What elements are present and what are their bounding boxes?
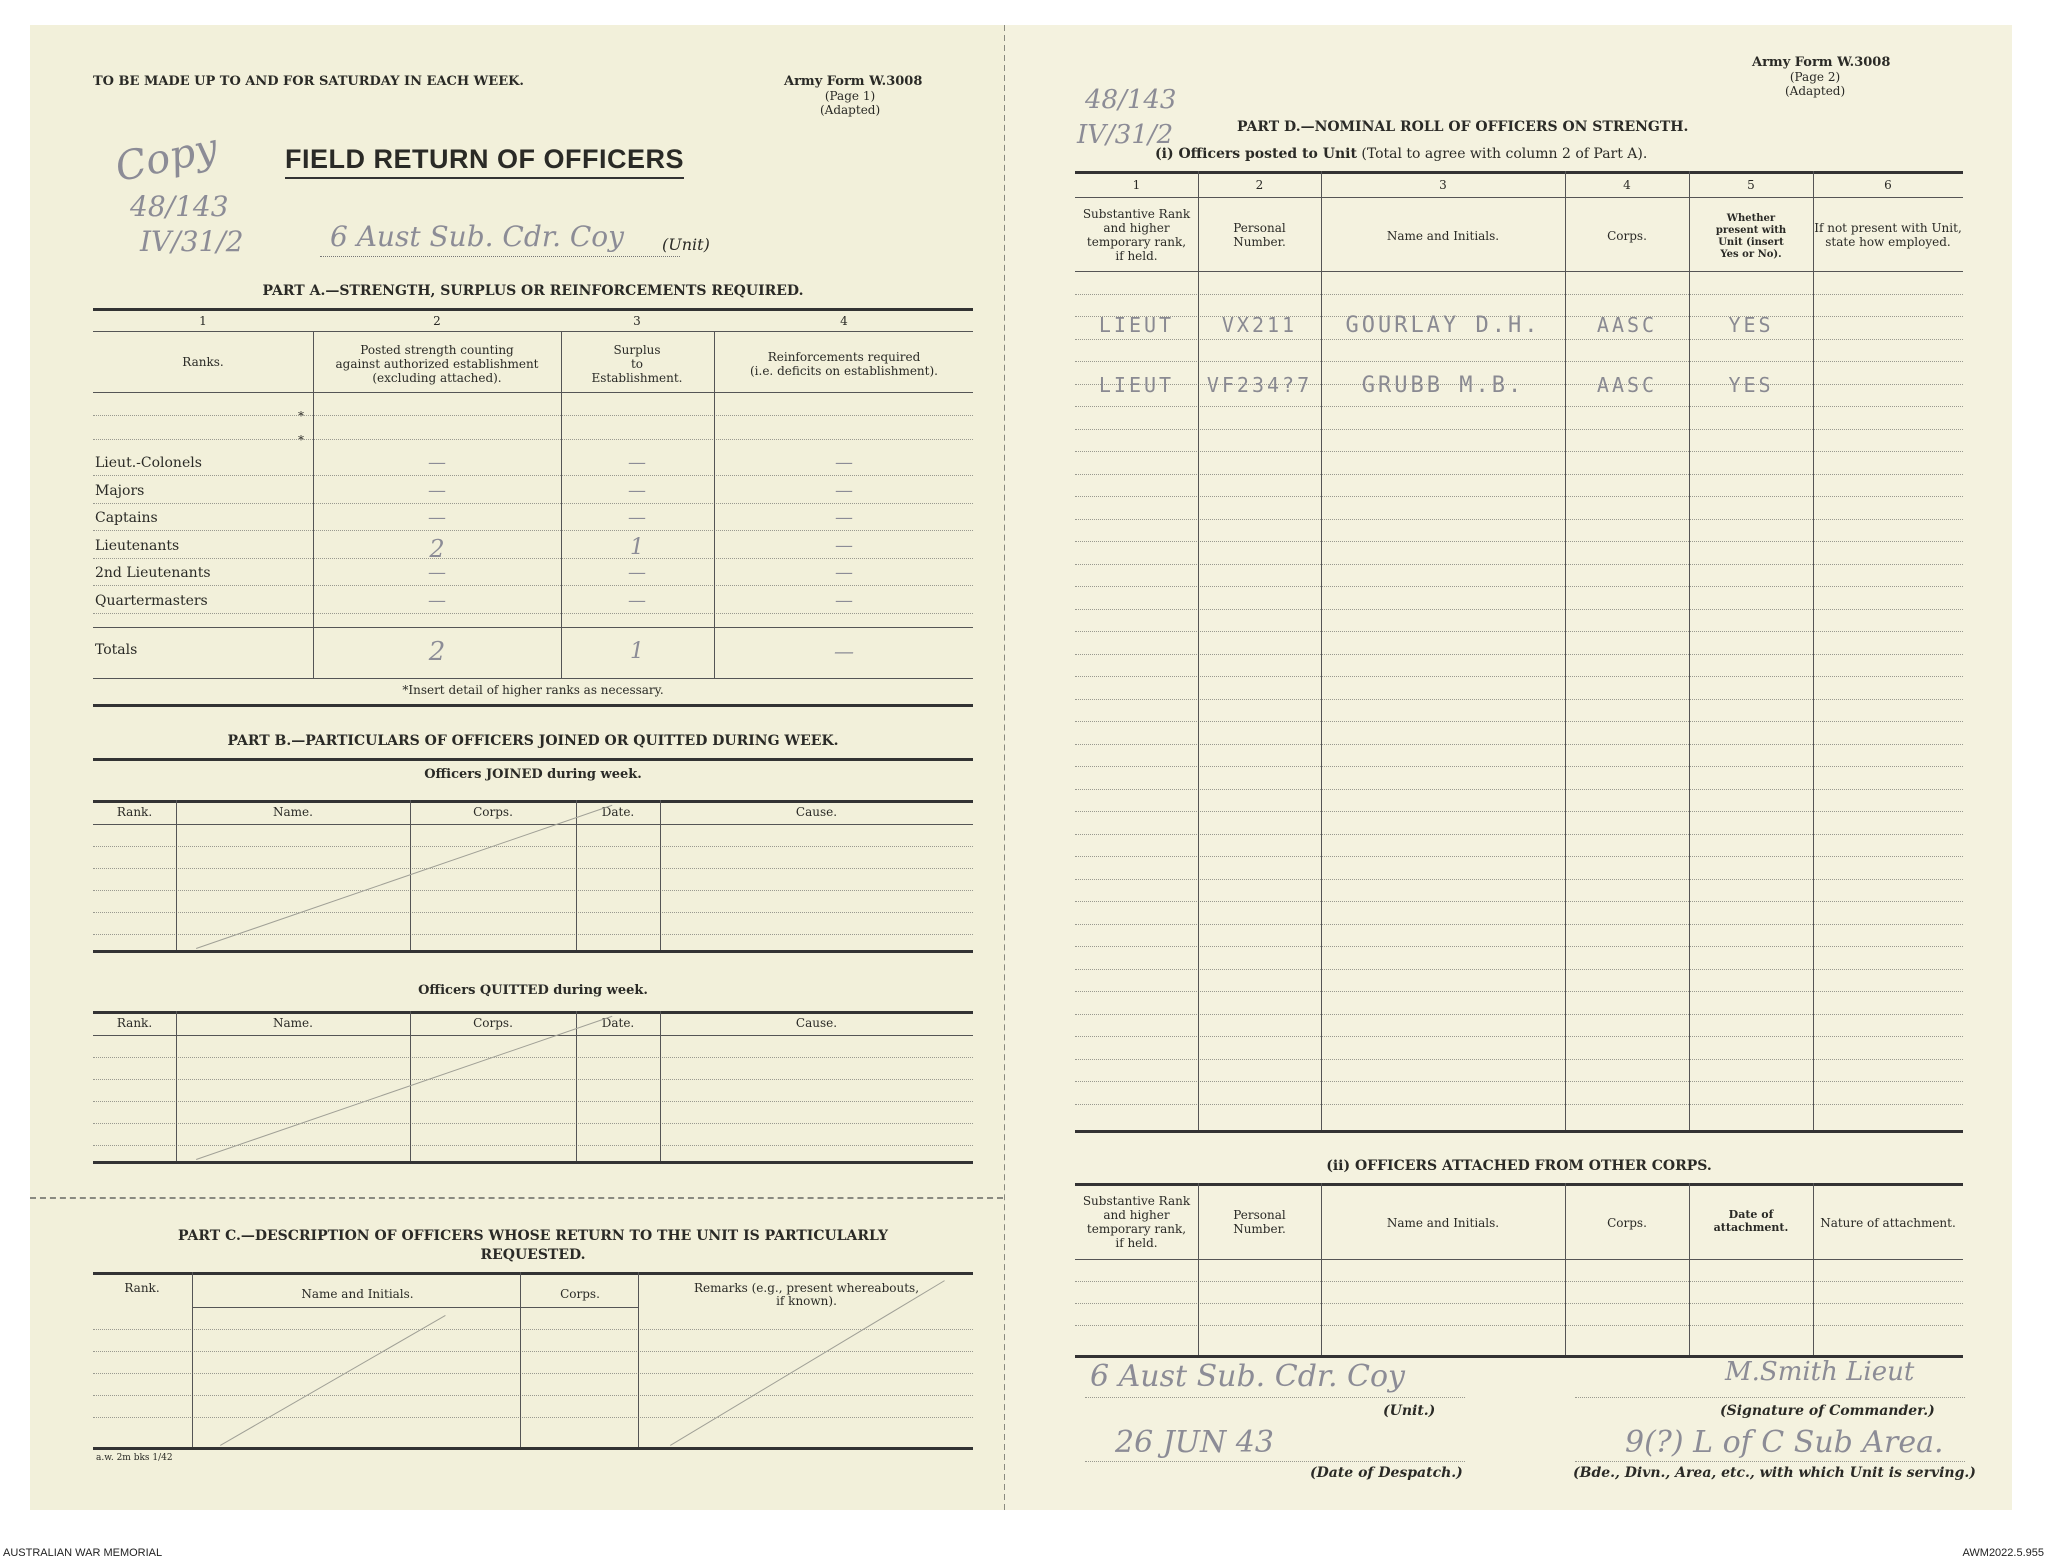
row-line: [1075, 1281, 1963, 1282]
row-line: [1075, 811, 1963, 812]
quitted-title: Officers QUITTED during week.: [418, 983, 648, 998]
row-line: [93, 613, 973, 614]
part-a-vline-1: [313, 331, 314, 678]
totals-bottom: [93, 678, 973, 679]
footer-left: AUSTRALIAN WAR MEMORIAL: [3, 1547, 163, 1559]
sig-commander-label: (Signature of Commander.): [1720, 1403, 1935, 1419]
col-header-cause: Cause.: [795, 805, 838, 819]
row-line: [1075, 1014, 1963, 1015]
row-line: [93, 558, 973, 559]
part-c-col-name: Name and Initials.: [301, 1287, 414, 1301]
col-divider: [1813, 171, 1814, 1130]
entry-present: YES: [1728, 373, 1774, 397]
entry-number: VF234?7: [1206, 373, 1313, 397]
attached-rule: [1075, 1183, 1963, 1186]
row-line: [1075, 1081, 1963, 1082]
entry-corps: AASC: [1596, 313, 1658, 337]
part-a-col-surplus-2: to: [630, 357, 644, 371]
print-code: a.w. 2m bks 1/42: [96, 1453, 173, 1463]
part-a-col-reinf-1: Reinforcements required: [767, 350, 921, 364]
col-personal-header: Personal: [1233, 221, 1286, 235]
att-col-rank-header: and higher: [1103, 1208, 1170, 1222]
row-line: [93, 890, 973, 891]
att-col-rank-header: temporary rank,: [1086, 1222, 1187, 1236]
part-c-title-1: PART C.—DESCRIPTION OF OFFICERS WHOSE RETURN TO THE UNIT IS PARTICULARLY: [178, 1228, 888, 1244]
reinf-value: —: [835, 452, 853, 473]
footer-right: AWM2022.5.955: [1962, 1547, 2044, 1559]
row-line: [1075, 339, 1963, 340]
row-line: [1075, 429, 1963, 430]
att-col-rank-header: if held.: [1115, 1236, 1158, 1250]
rank-label: Quartermasters: [95, 592, 208, 609]
row-line: [1075, 879, 1963, 880]
row-line: [1075, 474, 1963, 475]
row-line: [93, 530, 973, 531]
sig-unit-label: (Unit.): [1383, 1403, 1436, 1419]
totals-posted: 2: [428, 637, 446, 667]
posted-value: —: [428, 479, 446, 501]
att-col-nature-header: Nature of attachment.: [1820, 1216, 1956, 1230]
col-divider: [1689, 1183, 1690, 1355]
posted-value: —: [428, 452, 446, 473]
row-line: [1075, 1104, 1963, 1105]
sig-area-line: [1575, 1461, 1965, 1462]
part-c-title-2: REQUESTED.: [480, 1247, 586, 1263]
part-a-col-posted-1: Posted strength counting: [360, 343, 514, 357]
row-line: [93, 585, 973, 586]
part-a-col-4-num: 4: [840, 314, 848, 328]
row-line: [1075, 676, 1963, 677]
col-divider: [520, 1272, 521, 1447]
unit-handwritten: 6 Aust Sub. Cdr. Coy: [330, 220, 624, 253]
posted-value: —: [428, 589, 446, 611]
entry-rank: LIEUT: [1098, 373, 1175, 397]
part-a-col-posted-2: against authorized establishment: [335, 357, 539, 371]
entry-corps: AASC: [1596, 373, 1658, 397]
star-row-line: [93, 415, 973, 416]
sig-area-label: (Bde., Divn., Area, etc., with which Unit is serving.): [1573, 1465, 1976, 1481]
joined-title: Officers JOINED during week.: [424, 767, 642, 782]
row-line: [93, 1395, 973, 1396]
part-c-rule: [93, 1272, 973, 1275]
col-header-rank: Rank.: [116, 1016, 153, 1030]
att-col-personal-header: Personal: [1233, 1208, 1286, 1222]
header-bottom-rule: [1075, 271, 1963, 272]
att-col-personal-header: Number.: [1233, 1222, 1286, 1236]
att-col-name-header: Name and Initials.: [1386, 1216, 1500, 1230]
part-d-subtitle-bold: (i) Officers posted to Unit: [1155, 146, 1357, 162]
reinf-value: —: [835, 562, 853, 583]
col-present-header: Yes or No).: [1720, 249, 1782, 260]
ref-handwritten-2: IV/31/2: [140, 225, 244, 258]
col-divider: [1565, 1183, 1566, 1355]
row-line: [93, 1145, 973, 1146]
entry-name: GRUBB M.B.: [1361, 373, 1525, 398]
row-line: [1075, 1059, 1963, 1060]
horizontal-fold: [30, 1197, 1003, 1199]
col-number: 2: [1255, 178, 1264, 192]
col-notpresent-header: If not present with Unit,: [1814, 221, 1962, 235]
row-line: [1075, 406, 1963, 407]
row-line: [1075, 721, 1963, 722]
row-line: [93, 475, 973, 476]
header-rule: [93, 1035, 973, 1036]
row-line: [1075, 519, 1963, 520]
entry-rank: LIEUT: [1098, 313, 1175, 337]
col-header-name: Name.: [273, 1016, 313, 1030]
col-header-corps: Corps.: [473, 805, 513, 819]
col-header-cause: Cause.: [795, 1016, 838, 1030]
page-number-left: (Page 1): [824, 89, 876, 103]
totals-rule: [93, 627, 973, 628]
col-rank-header: temporary rank,: [1086, 235, 1187, 249]
totals-reinf: —: [834, 639, 854, 663]
col-divider: [192, 1272, 193, 1447]
col-rank-header: and higher: [1103, 221, 1170, 235]
form-number-right: Army Form W.3008: [1752, 55, 1891, 70]
page-title: FIELD RETURN OF OFFICERS: [285, 144, 684, 179]
col-number: 4: [1623, 178, 1631, 192]
col-rank-header: Substantive Rank: [1082, 207, 1191, 221]
surplus-value: —: [628, 562, 646, 583]
col-header-rank: Rank.: [116, 805, 153, 819]
posted-value: 2: [429, 534, 445, 563]
cancel-stroke: [196, 1016, 612, 1160]
part-d-rule: [1075, 171, 1963, 174]
row-line: [93, 1123, 973, 1124]
col-present-header: Whether: [1726, 213, 1776, 224]
row-line: [1075, 654, 1963, 655]
surplus-value: —: [628, 507, 646, 528]
row-line: [1075, 496, 1963, 497]
col-number: 5: [1747, 178, 1755, 192]
row-line: [93, 1417, 973, 1418]
att-col-date-header: attachment.: [1713, 1221, 1789, 1234]
ref-right-2: IV/31/2: [1077, 120, 1174, 150]
table-top-rule: [93, 1011, 973, 1014]
star-1: *: [298, 409, 304, 423]
unit-dotline: [320, 256, 680, 257]
rank-label: 2nd Lieutenants: [95, 565, 211, 581]
part-a-col-1-num: 1: [199, 314, 207, 328]
sig-commander-hand: M.Smith Lieut: [1725, 1357, 1915, 1387]
sig-date-label: (Date of Despatch.): [1310, 1465, 1463, 1481]
row-line: [1075, 564, 1963, 565]
col-present-header: Unit (insert: [1718, 237, 1784, 248]
row-line: [1075, 991, 1963, 992]
posted-value: —: [428, 507, 446, 528]
part-a-rule: [93, 308, 973, 311]
row-line: [93, 1057, 973, 1058]
part-a-title: PART A.—STRENGTH, SURPLUS OR REINFORCEMENTS REQUIRED.: [262, 283, 804, 299]
sig-area-hand: 9(?) L of C Sub Area.: [1625, 1425, 1944, 1460]
part-d-subtitle-rest: (Total to agree with column 2 of Part A).: [1361, 146, 1648, 162]
row-line: [93, 1373, 973, 1374]
row-line: [1075, 969, 1963, 970]
row-line: [1075, 901, 1963, 902]
adapted-right: (Adapted): [1785, 84, 1846, 98]
surplus-value: —: [628, 452, 646, 473]
header-rule: [93, 824, 973, 825]
part-a-footnote: *Insert detail of higher ranks as necessary.: [402, 683, 664, 697]
sig-unit-line: [1085, 1397, 1465, 1398]
part-a-col-2-num: 2: [433, 314, 441, 328]
part-b-title: PART B.—PARTICULARS OF OFFICERS JOINED OR QUITTED DURING WEEK.: [227, 733, 839, 749]
col-rank-header: if held.: [1115, 249, 1158, 263]
col-personal-header: Number.: [1233, 235, 1286, 249]
part-b-rule: [93, 758, 973, 761]
part-a-col-ranks: Ranks.: [182, 355, 224, 369]
rank-label: Lieut.-Colonels: [95, 455, 202, 471]
col-number: 6: [1884, 178, 1892, 192]
page-1: [30, 25, 1003, 1510]
number-rule: [1075, 197, 1963, 198]
ref-right-1: 48/143: [1085, 85, 1177, 115]
row-line: [93, 846, 973, 847]
star-2: *: [298, 433, 304, 447]
col-divider: [638, 1272, 639, 1447]
row-line: [1075, 1036, 1963, 1037]
part-c-col-remarks-2: if known).: [776, 1294, 837, 1308]
col-header-name: Name.: [273, 805, 313, 819]
totals-surplus: 1: [630, 639, 644, 664]
col-header-date: Date.: [601, 1016, 635, 1030]
part-a-col-reinf-2: (i.e. deficits on establishment).: [750, 364, 938, 378]
row-line: [93, 1079, 973, 1080]
sig-unit-hand: 6 Aust Sub. Cdr. Coy: [1090, 1359, 1405, 1394]
ref-handwritten-1: 48/143: [130, 190, 229, 223]
totals-label: Totals: [95, 642, 138, 658]
part-a-vline-2: [561, 331, 562, 678]
part-a-col-posted-3: (excluding attached).: [372, 371, 502, 385]
row-line: [1075, 924, 1963, 925]
table-bottom-rule: [93, 950, 973, 953]
reinf-value: —: [835, 479, 853, 501]
entry-name: GOURLAY D.H.: [1345, 313, 1541, 338]
col-header-corps: Corps.: [473, 1016, 513, 1030]
col-divider: [1198, 1183, 1199, 1355]
att-col-date-header: Date of: [1728, 1208, 1774, 1221]
row-line: [1075, 541, 1963, 542]
part-c-col-rank: Rank.: [124, 1281, 160, 1295]
part-c-header-rule: [193, 1307, 638, 1308]
row-line: [1075, 699, 1963, 700]
row-line: [1075, 744, 1963, 745]
row-line: [93, 1329, 973, 1330]
part-c-col-corps: Corps.: [560, 1287, 600, 1301]
part-a-col-3-num: 3: [633, 314, 641, 328]
col-divider: [176, 1011, 177, 1161]
col-name-header: Name and Initials.: [1386, 229, 1500, 243]
part-a-header-rule: [93, 392, 973, 393]
table-bottom-rule: [93, 1161, 973, 1164]
rank-label: Captains: [95, 510, 158, 526]
rank-label: Lieutenants: [95, 537, 180, 554]
attached-title: (ii) OFFICERS ATTACHED FROM OTHER CORPS.: [1326, 1158, 1712, 1174]
part-a-end-rule: [93, 704, 973, 707]
part-a-rule-2: [93, 331, 973, 332]
form-number-left: Army Form W.3008: [784, 74, 923, 89]
part-c-bottom-rule: [93, 1447, 973, 1450]
instruction-text: TO BE MADE UP TO AND FOR SATURDAY IN EACH WEEK.: [93, 74, 524, 89]
row-line: [1075, 856, 1963, 857]
surplus-value: —: [628, 479, 646, 501]
row-line: [1075, 609, 1963, 610]
att-header-rule: [1075, 1259, 1963, 1260]
row-line: [1075, 946, 1963, 947]
att-col-rank-header: Substantive Rank: [1082, 1194, 1191, 1208]
part-d-subtitle: [1155, 146, 1647, 162]
sig-date-hand: 26 JUN 43: [1115, 1425, 1274, 1460]
adapted-left: (Adapted): [820, 103, 881, 117]
row-line: [1075, 361, 1963, 362]
row-line: [1075, 451, 1963, 452]
row-line: [93, 1351, 973, 1352]
form-sheet: [30, 25, 2012, 1510]
row-line: [1075, 586, 1963, 587]
part-a-col-surplus-1: Surplus: [613, 343, 661, 357]
col-number: 3: [1439, 178, 1447, 192]
part-d-title: PART D.—NOMINAL ROLL OF OFFICERS ON STRENGTH.: [1237, 119, 1689, 135]
sig-commander-line: [1575, 1397, 1965, 1398]
col-divider: [176, 800, 177, 950]
row-line: [93, 934, 973, 935]
col-divider: [660, 800, 661, 950]
col-divider: [576, 800, 577, 950]
part-a-col-surplus-3: Establishment.: [591, 371, 683, 385]
posted-value: —: [428, 562, 446, 583]
reinf-value: —: [835, 507, 853, 528]
col-corps-header: Corps.: [1607, 229, 1647, 243]
row-line: [1075, 1325, 1963, 1326]
row-line: [1075, 834, 1963, 835]
reinf-value: —: [835, 589, 853, 611]
part-c-col-remarks-1: Remarks (e.g., present whereabouts,: [693, 1281, 920, 1295]
row-line: [1075, 766, 1963, 767]
row-line: [1075, 294, 1963, 295]
cancel-stroke: [196, 805, 612, 949]
row-line: [1075, 789, 1963, 790]
col-notpresent-header: state how employed.: [1825, 235, 1951, 249]
row-line: [1075, 631, 1963, 632]
entry-number: VX211: [1221, 313, 1298, 337]
col-header-date: Date.: [601, 805, 635, 819]
copy-handwritten: Copy: [111, 124, 222, 192]
surplus-value: —: [628, 589, 646, 611]
col-present-header: present with: [1715, 225, 1787, 236]
col-divider: [576, 1011, 577, 1161]
table-top-rule: [93, 800, 973, 803]
cancel-stroke: [220, 1315, 446, 1446]
sig-date-line: [1085, 1461, 1465, 1462]
col-divider: [660, 1011, 661, 1161]
reinf-value: —: [835, 534, 853, 556]
row-line: [93, 912, 973, 913]
row-line: [1075, 1303, 1963, 1304]
unit-label: (Unit): [662, 235, 710, 254]
star-row-line: [93, 439, 973, 440]
surplus-value: 1: [630, 534, 644, 560]
part-a-vline-3: [714, 331, 715, 678]
row-line: [93, 1101, 973, 1102]
col-number: 1: [1132, 178, 1141, 192]
page-2: [1005, 25, 2012, 1510]
row-line: [93, 503, 973, 504]
row-line: [93, 868, 973, 869]
entry-present: YES: [1728, 313, 1774, 337]
col-divider: [1321, 1183, 1322, 1355]
page-number-right: (Page 2): [1789, 70, 1841, 84]
att-col-corps-header: Corps.: [1607, 1216, 1647, 1230]
col-divider: [1813, 1183, 1814, 1355]
rank-label: Majors: [95, 482, 145, 499]
part-d-end-rule: [1075, 1130, 1963, 1133]
